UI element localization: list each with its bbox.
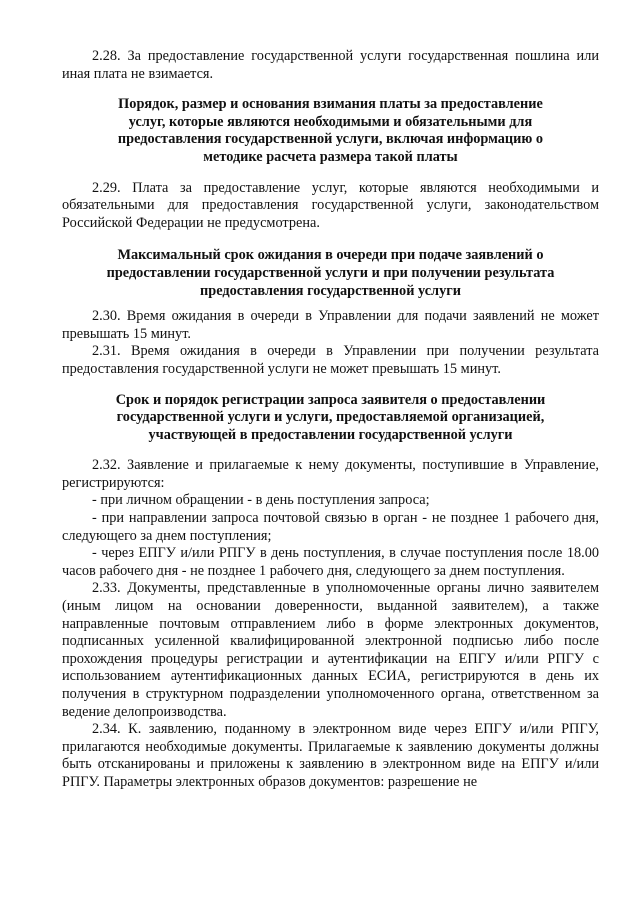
paragraph-2-31: 2.31. Время ожидания в очереди в Управлении при получении результата предоставления государственной услуги не может превышать 15 минут. bbox=[62, 343, 599, 377]
paragraph-2-29: 2.29. Плата за предоставление услуг, которые являются необходимыми и обязательными для предоставления государственной услуги, законодательством Российской Федерации не предусмотрена. bbox=[62, 179, 599, 231]
paragraph-2-28: 2.28. За предоставление государственной услуги государственная пошлина или иная плата не взимается. bbox=[62, 48, 599, 82]
paragraph-2-34: 2.34. К. заявлению, поданному в электронном виде через ЕПГУ и/или РПГУ, прилагаются необходимые документы. Прилагаемые к заявлению документы должны быть отсканированы и приложены к заявлению в электронном виде на ЕПГУ и/или РПГУ. Параметры электронных образов документов: разрешение не bbox=[62, 721, 599, 790]
bullet-personal-visit: - при личном обращении - в день поступления запроса; bbox=[92, 492, 430, 509]
heading-queue-time: Максимальный срок ожидания в очереди при подаче заявлений о предоставлении государственной услуги и при получении результата предоставления государственной услуги bbox=[106, 247, 555, 299]
paragraph-2-32: 2.32. Заявление и прилагаемые к нему документы, поступившие в Управление, регистрируются: bbox=[62, 457, 599, 491]
heading-registration: Срок и порядок регистрации запроса заявителя о предоставлении государственной услуги и услуги, предоставляемой организацией, участвующей в предоставлении государственной услуги bbox=[115, 391, 546, 443]
paragraph-2-30: 2.30. Время ожидания в очереди в Управлении для подачи заявлений не может превышать 15 минут. bbox=[62, 308, 599, 342]
bullet-postal: - при направлении запроса почтовой связью в орган - не позднее 1 рабочего дня, следующего за днем поступления; bbox=[62, 510, 599, 544]
bullet-epgu: - через ЕПГУ и/или РПГУ в день поступления, в случае поступления после 18.00 часов рабочего дня - не позднее 1 рабочего дня, следующего за днем поступления. bbox=[62, 545, 599, 579]
paragraph-2-33: 2.33. Документы, представленные в уполномоченные органы лично заявителем (иным лицом на основании доверенности, выданной заявителем), а также направленные почтовым отправлением либо в форме электронных документов, подписанных усиленной квалифицированной электронной подписью либо после прохождения процедуры регистрации и аутентификации на ЕПГУ и/или РПГУ с использованием аутентификационных данных ЕСИА, регистрируются в день их получения в структурном подразделении уполномоченного органа, ответственном за ведение делопроизводства. bbox=[62, 580, 599, 720]
heading-payment-order: Порядок, размер и основания взимания платы за предоставление услуг, которые являются необходимыми и обязательными для предоставления государственной услуги, включая информацию о методике расчета размера такой платы bbox=[117, 96, 544, 165]
document-page bbox=[62, 48, 599, 792]
